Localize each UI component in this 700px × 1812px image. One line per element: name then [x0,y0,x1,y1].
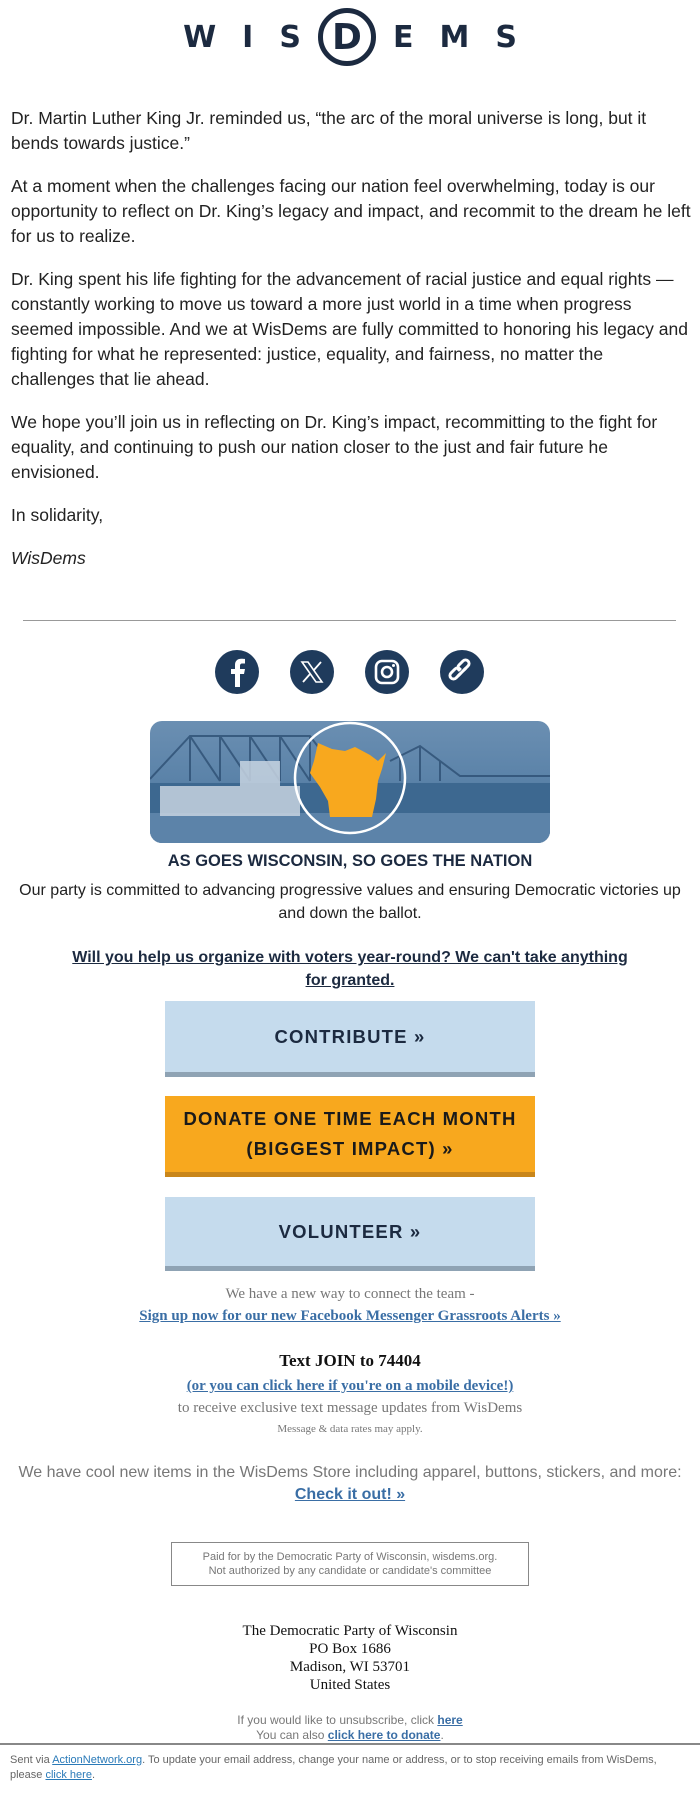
monthly-donate-button[interactable]: DONATE ONE TIME EACH MONTH (BIGGEST IMPACT) » [165,1096,535,1177]
promo-text: Our party is committed to advancing progressive values and ensuring Democratic victories up and down the ballot. [19,882,681,922]
sms-title: Text JOIN to 74404 [279,1351,421,1370]
disclaimer-line: Paid for by the Democratic Party of Wisconsin, wisdems.org. [202,1551,498,1563]
logo-letter: S [495,19,517,55]
promo-heading: AS GOES WISCONSIN, SO GOES THE NATION [167,852,533,870]
action-network-footer [10,1753,690,1783]
organize-ask-link[interactable]: Will you help us organize with voters year-round? We can't take anything for granted. [72,949,628,989]
address-line: United States [309,1677,391,1693]
body-paragraph: At a moment when the challenges facing our nation feel overwhelming, today is our opportunity to reflect on Dr. King’s legacy and impact, and recommit to the dream he left for us to realize. [11,176,691,246]
wisconsin-banner-image [150,721,550,843]
body-paragraph: Dr. King spent his life fighting for the advancement of racial justice and equal rights — constantly working to move us toward a more just world in a time when progress seemed impossible. And we at WisDems are fully committed to honoring his legacy and fighting for what he represented: justice, equality, and fairness, no matter the challenges that lie ahead. [11,269,688,389]
messenger-intro: We have a new way to connect the team - [225,1286,475,1302]
link-icon[interactable] [440,650,484,694]
body-paragraph: Dr. Martin Luther King Jr. reminded us, “the arc of the moral universe is long, but it bends towards justice.” [11,108,647,153]
mailing-address [0,1622,700,1694]
logo-letter: M [439,19,470,55]
sms-fine-print: Message & data rates may apply. [277,1423,423,1435]
messenger-signup-link[interactable]: Sign up now for our new Facebook Messenger Grassroots Alerts » [139,1308,561,1324]
punctuation: . [91,1769,96,1781]
logo-d-circle: D [318,8,376,66]
footer-divider [0,1743,700,1745]
logo-letter: S [279,19,301,55]
disclaimer-line: Not authorized by any candidate or candidate's committee [208,1565,492,1577]
address-line: Madison, WI 53701 [289,1659,411,1675]
facebook-icon[interactable] [215,650,259,694]
x-icon[interactable] [290,650,334,694]
manage-subscription-link[interactable]: click here [45,1769,92,1781]
unsubscribe-text: If you would like to unsubscribe, click [237,1713,438,1727]
donate-text: You can also [256,1728,328,1742]
paid-for-disclaimer [171,1542,529,1586]
address-line: The Democratic Party of Wisconsin [242,1623,458,1639]
contribute-button[interactable]: CONTRIBUTE » [165,1001,535,1077]
instagram-icon[interactable] [365,650,409,694]
logo-letter: I [242,19,254,55]
store-text: We have cool new items in the WisDems Store including apparel, buttons, stickers, and more: [18,1464,682,1481]
sent-via-text: Sent via [10,1754,53,1766]
closing: In solidarity, [11,505,104,525]
punctuation: . [440,1728,444,1742]
logo-letter: E [392,19,414,55]
logo-letter: W [183,19,217,55]
wisdems-logo[interactable] [0,2,700,72]
store-link[interactable]: Check it out! » [294,1486,406,1503]
unsubscribe-link[interactable]: here [437,1713,463,1727]
donate-link[interactable]: click here to donate [327,1728,441,1742]
update-text: . To update your email address, change your name or address, or to stop receiving emails from WisDems, please [10,1754,657,1781]
address-line: PO Box 1686 [309,1641,391,1657]
body-paragraph: We hope you’ll join us in reflecting on Dr. King’s impact, recommitting to the fight for equality, and continuing to push our nation closer to the just and fair future he envisioned. [11,412,658,482]
sms-text: to receive exclusive text message updates from WisDems [177,1400,523,1416]
actionnetwork-link[interactable]: ActionNetwork.org [52,1754,143,1766]
divider [23,620,676,621]
sms-mobile-link[interactable]: (or you can click here if you're on a mobile device!) [186,1378,514,1394]
volunteer-button[interactable]: VOLUNTEER » [165,1197,535,1271]
letter-body [11,106,691,589]
signature: WisDems [11,548,86,568]
